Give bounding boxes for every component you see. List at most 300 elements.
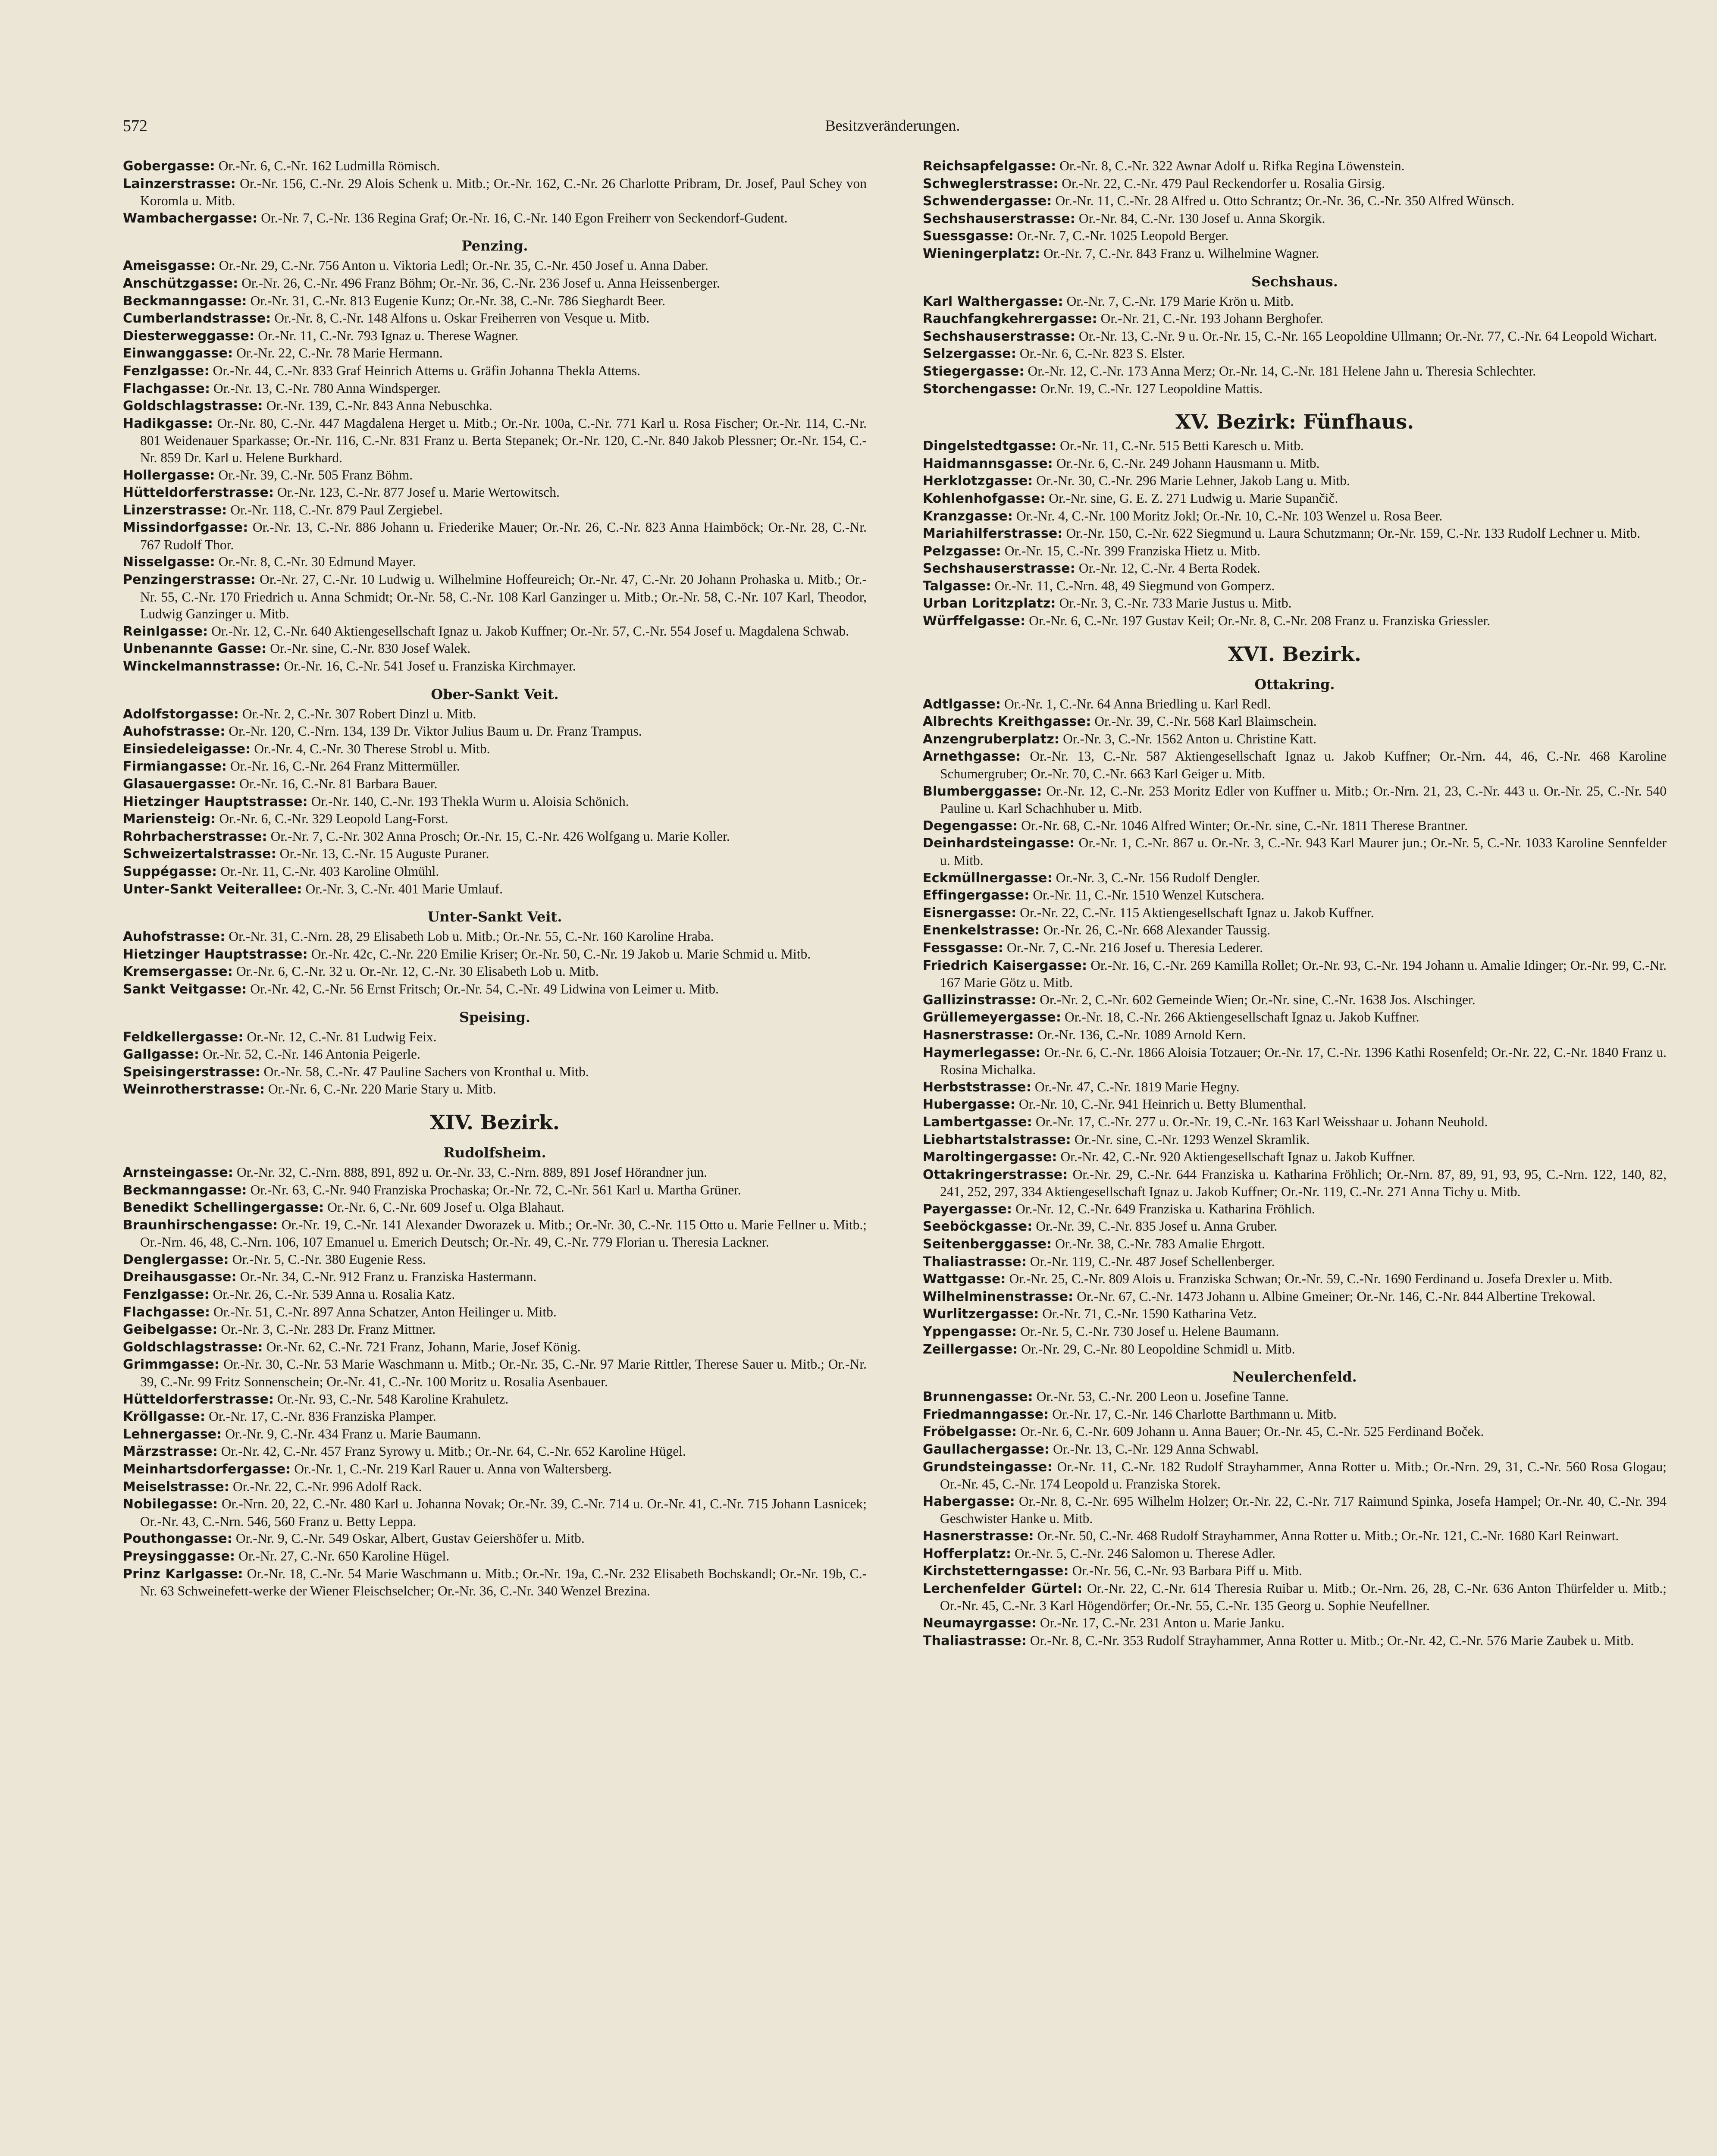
street-name: Sankt Veitgasse: bbox=[123, 981, 247, 997]
directory-entry bbox=[123, 1460, 867, 1478]
directory-entry bbox=[123, 1391, 867, 1408]
street-name: Thaliastrasse: bbox=[923, 1633, 1027, 1648]
entry-text: Or.-Nr. 7, C.-Nr. 216 Josef u. Theresia Lederer. bbox=[1003, 940, 1263, 955]
street-name: Auhofstrasse: bbox=[123, 929, 226, 945]
street-name: Meinhartsdorfergasse: bbox=[123, 1462, 291, 1477]
entry-text: Or.-Nr. 118, C.-Nr. 879 Paul Zergiebel. bbox=[227, 502, 443, 517]
entry-text: Or.-Nr. 22, C.-Nr. 614 Theresia Ruibar u. Mitb.; Or.-Nrn. 26, 28, C.-Nr. 636 Anton Thürfelder u. Mitb.; Or.-Nr. 45, C.-Nr. 3 Karl Högendörfer; Or.-Nr. 55, C.-Nr. 135 Georg u. Sophie Neufellner. bbox=[940, 1580, 1667, 1614]
entry-text: Or.-Nr. 123, C.-Nr. 877 Josef u. Marie Wertowitsch. bbox=[274, 485, 560, 500]
entry-text: Or.-Nr. 18, C.-Nr. 54 Marie Waschmann u. Mitb.; Or.-Nr. 19a, C.-Nr. 232 Elisabeth Bochskandl; Or.-Nr. 19b, C.-Nr. 63 Schweinefett-werke der Wiener Fleischselcher; Or.-Nr. 36, C.-Nr. 340 Wenzel Brezina. bbox=[140, 1566, 867, 1599]
entry-text: Or.-Nr. 4, C.-Nr. 100 Moritz Jokl; Or.-Nr. 10, C.-Nr. 103 Wenzel u. Rosa Beer. bbox=[1013, 508, 1443, 523]
directory-entry bbox=[123, 553, 867, 571]
directory-entry bbox=[923, 1235, 1667, 1253]
street-name: Payergasse: bbox=[923, 1201, 1012, 1217]
entry-text: Or.-Nr. 3, C.-Nr. 733 Marie Justus u. Mitb. bbox=[1056, 595, 1292, 611]
directory-entry bbox=[123, 758, 867, 775]
street-name: Hütteldorferstrasse: bbox=[123, 1391, 274, 1407]
directory-entry bbox=[923, 192, 1667, 210]
street-name: Wilhelminenstrasse: bbox=[923, 1289, 1074, 1304]
entry-text: Or.-Nr. 10, C.-Nr. 941 Heinrich u. Betty Blumenthal. bbox=[1015, 1097, 1307, 1112]
directory-entry bbox=[923, 904, 1667, 922]
section-subheading: Ober-Sankt Veit. bbox=[431, 686, 559, 702]
directory-entry bbox=[123, 210, 867, 227]
street-name: Schweizertalstrasse: bbox=[123, 846, 276, 862]
street-name: Lambertgasse: bbox=[923, 1114, 1032, 1130]
entry-text: Or.-Nr. 5, C.-Nr. 730 Josef u. Helene Baumann. bbox=[1017, 1324, 1279, 1339]
directory-entry bbox=[923, 328, 1667, 345]
entry-text: Or.-Nr. 31, C.-Nrn. 28, 29 Elisabeth Lob u. Mitb.; Or.-Nr. 55, C.-Nr. 160 Karoline Hraba. bbox=[225, 929, 714, 944]
entry-text: Or.-Nr. 39, C.-Nr. 505 Franz Böhm. bbox=[215, 467, 413, 483]
entry-text: Or.-Nr. 17, C.-Nr. 277 u. Or.-Nr. 19, C.-Nr. 163 Karl Weisshaar u. Johann Neuhold. bbox=[1032, 1114, 1488, 1129]
entry-text: Or.-Nr. 8, C.-Nr. 148 Alfons u. Oskar Freiherren von Vesque u. Mitb. bbox=[271, 310, 650, 326]
directory-entry bbox=[123, 345, 867, 362]
directory-entry bbox=[123, 863, 867, 881]
directory-entry bbox=[923, 245, 1667, 263]
directory-entry bbox=[123, 658, 867, 675]
entry-text: Or.-Nr. 25, C.-Nr. 809 Alois u. Franziska Schwan; Or.-Nr. 59, C.-Nr. 1690 Ferdinand u. Josefa Drexler u. Mitb. bbox=[1006, 1271, 1613, 1287]
street-name: Linzerstrasse: bbox=[123, 502, 227, 518]
directory-entry bbox=[923, 1026, 1667, 1044]
street-name: Haymerlegasse: bbox=[923, 1045, 1041, 1060]
entry-text: Or.-Nr. 26, C.-Nr. 496 Franz Böhm; Or.-Nr. 36, C.-Nr. 236 Josef u. Anna Heissenberger. bbox=[238, 275, 720, 291]
directory-entry bbox=[123, 397, 867, 415]
entry-text: Or.-Nr. 11, C.-Nr. 793 Ignaz u. Therese Wagner. bbox=[254, 328, 519, 343]
street-name: Blumberggasse: bbox=[923, 783, 1042, 799]
entry-text: Or.-Nr. 13, C.-Nr. 886 Johann u. Friederike Mauer; Or.-Nr. 26, C.-Nr. 823 Anna Haimböck; Or.-Nr. 28, C.-Nr. 767 Rudolf Thor. bbox=[140, 520, 867, 552]
street-name: Kirchstetterngasse: bbox=[923, 1564, 1069, 1579]
street-name: Meiselstrasse: bbox=[123, 1479, 230, 1495]
entry-text: Or.-Nr. 12, C.-Nr. 649 Franziska u. Katharina Fröhlich. bbox=[1012, 1201, 1315, 1216]
directory-entry bbox=[123, 1063, 867, 1081]
section-subheading: Sechshaus. bbox=[1251, 273, 1338, 290]
entry-text: Or.-Nr. 26, C.-Nr. 668 Alexander Taussig. bbox=[1040, 922, 1271, 938]
street-name: Dreihausgasse: bbox=[123, 1269, 237, 1285]
street-name: Hietzinger Hauptstrasse: bbox=[123, 794, 308, 809]
directory-entry bbox=[923, 293, 1667, 310]
directory-entry bbox=[123, 519, 867, 553]
entry-text: Or.-Nr. 11, C.-Nr. 1510 Wenzel Kutschera. bbox=[1029, 887, 1265, 903]
entry-text: Or.-Nr. 3, C.-Nr. 156 Rudolf Dengler. bbox=[1052, 870, 1260, 885]
directory-entry bbox=[923, 1632, 1667, 1650]
page-header bbox=[123, 116, 1662, 142]
entry-text: Or.-Nr. 6, C.-Nr. 162 Ludmilla Römisch. bbox=[215, 158, 440, 173]
directory-entry bbox=[123, 828, 867, 846]
street-name: Kranzgasse: bbox=[923, 508, 1013, 524]
street-name: Hietzinger Hauptstrasse: bbox=[123, 946, 308, 962]
left-column bbox=[123, 157, 867, 2156]
directory-entry bbox=[923, 921, 1667, 939]
entry-text: Or.-Nr. 52, C.-Nr. 146 Antonia Peigerle. bbox=[199, 1047, 420, 1062]
street-name: Flachgasse: bbox=[123, 381, 210, 396]
entry-text: Or.-Nr. 6, C.-Nr. 329 Leopold Lang-Forst. bbox=[216, 811, 448, 827]
entry-text: Or.-Nr. 42, C.-Nr. 56 Ernst Fritsch; Or.-Nr. 54, C.-Nr. 49 Lidwina von Leimer u. Mitb. bbox=[247, 981, 719, 997]
directory-entry bbox=[123, 175, 867, 210]
directory-entry bbox=[123, 705, 867, 723]
entry-text: Or.-Nr. 11, C.-Nr. 28 Alfred u. Otto Schrantz; Or.-Nr. 36, C.-Nr. 350 Alfred Wünsch. bbox=[1052, 193, 1515, 209]
entry-text: Or.-Nr. 42, C.-Nr. 457 Franz Syrowy u. Mitb.; Or.-Nr. 64, C.-Nr. 652 Karoline Hügel. bbox=[218, 1444, 686, 1459]
directory-entry bbox=[923, 577, 1667, 595]
entry-text: Or.-Nr. 7, C.-Nr. 136 Regina Graf; Or.-Nr. 16, C.-Nr. 140 Egon Freiherr von Seckendorf-Gudent. bbox=[257, 210, 788, 226]
street-name: Fenzlgasse: bbox=[123, 1287, 210, 1303]
entry-text: Or.-Nr. 12, C.-Nr. 4 Berta Rodek. bbox=[1075, 561, 1260, 576]
directory-entry bbox=[923, 1441, 1667, 1458]
entry-text: Or.-Nr. 53, C.-Nr. 200 Leon u. Josefine Tanne. bbox=[1033, 1389, 1289, 1404]
directory-entry bbox=[923, 1406, 1667, 1423]
street-name: Storchengasse: bbox=[923, 381, 1037, 397]
directory-entry bbox=[123, 1408, 867, 1426]
entry-text: Or.-Nr. 15, C.-Nr. 399 Franziska Hietz u. Mitb. bbox=[1001, 543, 1260, 558]
entry-text: Or.-Nr. 8, C.-Nr. 30 Edmund Mayer. bbox=[215, 554, 416, 570]
directory-entry bbox=[923, 783, 1667, 817]
directory-entry bbox=[923, 1493, 1667, 1527]
street-name: Fröbelgasse: bbox=[923, 1424, 1017, 1440]
street-name: Glasauergasse: bbox=[123, 777, 236, 792]
entry-text: Or.-Nr. 30, C.-Nr. 53 Marie Waschmann u. Mitb.; Or.-Nr. 35, C.-Nr. 97 Marie Rittler, Therese Sauer u. Mitb.; Or.-Nr. 39, C.-Nr. 99 Fritz Sonnenschein; Or.-Nr. 41, C.-Nr. 100 Moritz u. Rosalia Asenbauer. bbox=[140, 1357, 867, 1390]
directory-entry bbox=[123, 881, 867, 898]
directory-entry bbox=[923, 310, 1667, 328]
entry-text: Or.-Nr. 11, C.-Nr. 403 Karoline Olmühl. bbox=[217, 863, 439, 879]
street-name: Nisselgasse: bbox=[123, 555, 215, 570]
entry-text: Or.-Nr. 4, C.-Nr. 30 Therese Strobl u. Mitb. bbox=[251, 741, 490, 756]
right-column bbox=[923, 157, 1667, 2156]
directory-entry bbox=[123, 1304, 867, 1321]
directory-entry bbox=[123, 793, 867, 811]
street-name: Enenkelstrasse: bbox=[923, 923, 1040, 938]
entry-text: Or.-Nr. 30, C.-Nr. 296 Marie Lehner, Jakob Lang u. Mitb. bbox=[1033, 473, 1350, 489]
entry-text: Or.-Nr. 19, C.-Nr. 141 Alexander Dworazek u. Mitb.; Or.-Nr. 30, C.-Nr. 115 Otto u. Marie Fellner u. Mitb.; Or.-Nrn. 46, 48, C.-Nrn. 106, 107 Emanuel u. Emerich Deutsch; Or.-Nr. 49, C.-Nr. 779 Florian u. Theresia Lackner. bbox=[140, 1217, 867, 1250]
street-name: Hubergasse: bbox=[923, 1097, 1016, 1112]
street-name: Herklotzgasse: bbox=[923, 473, 1033, 489]
directory-entry bbox=[923, 595, 1667, 612]
street-name: Feldkellergasse: bbox=[123, 1029, 244, 1045]
street-name: Talgasse: bbox=[923, 578, 991, 594]
entry-text: Or.-Nr. 32, C.-Nrn. 888, 891, 892 u. Or.-Nr. 33, C.-Nrn. 889, 891 Josef Hörandner jun. bbox=[233, 1164, 708, 1180]
directory-entry bbox=[123, 1286, 867, 1304]
directory-entry bbox=[923, 455, 1667, 473]
directory-entry bbox=[923, 1388, 1667, 1406]
directory-entry bbox=[923, 1614, 1667, 1632]
street-name: Sechshauserstrasse: bbox=[923, 329, 1076, 344]
directory-entry bbox=[123, 1338, 867, 1356]
directory-entry bbox=[123, 275, 867, 292]
entry-text: Or.-Nr. 5, C.-Nr. 246 Salomon u. Therese Adler. bbox=[1011, 1545, 1275, 1561]
street-name: Benedikt Schellingergasse: bbox=[123, 1200, 324, 1216]
entry-text: Or.-Nr. 31, C.-Nr. 813 Eugenie Kunz; Or.-Nr. 38, C.-Nr. 786 Sieghardt Beer. bbox=[247, 293, 665, 308]
street-name: Flachgasse: bbox=[123, 1304, 210, 1320]
street-name: Märzstrasse: bbox=[123, 1444, 218, 1460]
street-name: Hasnerstrasse: bbox=[923, 1528, 1034, 1544]
directory-entry bbox=[923, 472, 1667, 490]
directory-entry bbox=[123, 467, 867, 484]
entry-text: Or.-Nr. 1, C.-Nr. 219 Karl Rauer u. Anna von Waltersberg. bbox=[291, 1461, 612, 1476]
directory-entry bbox=[923, 1545, 1667, 1563]
entry-text: Or.-Nr. 93, C.-Nr. 548 Karoline Krahuletz. bbox=[274, 1391, 509, 1407]
directory-entry bbox=[123, 1181, 867, 1199]
directory-entry bbox=[923, 175, 1667, 193]
street-name: Kremsergasse: bbox=[123, 964, 233, 980]
street-name: Auhofstrasse: bbox=[123, 724, 226, 740]
street-name: Pelzgasse: bbox=[923, 543, 1001, 559]
directory-entry bbox=[923, 437, 1667, 455]
directory-entry bbox=[123, 775, 867, 793]
entry-text: Or.-Nr. 6, C.-Nr. 249 Johann Hausmann u. Mitb. bbox=[1053, 455, 1320, 471]
directory-entry bbox=[923, 542, 1667, 560]
entry-text: Or.-Nr. 27, C.-Nr. 650 Karoline Hügel. bbox=[235, 1548, 450, 1564]
entry-text: Or.-Nr. 1, C.-Nr. 867 u. Or.-Nr. 3, C.-Nr. 943 Karl Maurer jun.; Or.-Nr. 5, C.-Nr. 1033 Karoline Sennfelder u. Mitb. bbox=[940, 835, 1667, 868]
entry-text: Or.-Nr. 7, C.-Nr. 843 Franz u. Wilhelmine Wagner. bbox=[1040, 245, 1319, 261]
street-name: Schwendergasse: bbox=[923, 194, 1052, 209]
directory-entry bbox=[123, 1565, 867, 1600]
street-name: Ameisgasse: bbox=[123, 258, 216, 274]
street-name: Seeböckgasse: bbox=[923, 1219, 1033, 1235]
street-name: Degengasse: bbox=[923, 818, 1018, 834]
entry-text: Or.-Nr. 84, C.-Nr. 130 Josef u. Anna Skorgik. bbox=[1075, 210, 1325, 226]
entry-text: Or.-Nr. sine, G. E. Z. 271 Ludwig u. Marie Supančič. bbox=[1045, 490, 1338, 506]
directory-entry bbox=[923, 1096, 1667, 1113]
district-heading: XV. Bezirk: Fünfhaus. bbox=[1175, 410, 1414, 434]
entry-text: Or.-Nr. 12, C.-Nr. 253 Moritz Edler von Kuffner u. Mitb.; Or.-Nrn. 21, 23, C.-Nr. 443 u. Or.-Nr. 25, C.-Nr. 540 Pauline u. Karl Schachhuber u. Mitb. bbox=[940, 783, 1667, 816]
street-name: Diesterweggasse: bbox=[123, 328, 255, 344]
entry-text: Or.-Nr. 9, C.-Nr. 434 Franz u. Marie Baumann. bbox=[222, 1426, 481, 1442]
street-name: Fessgasse: bbox=[923, 940, 1004, 956]
entry-text: Or.-Nr. 3, C.-Nr. 1562 Anton u. Christine Katt. bbox=[1059, 731, 1317, 746]
street-name: Brunnengasse: bbox=[923, 1389, 1033, 1405]
street-name: Selzergasse: bbox=[923, 346, 1017, 362]
entry-text: Or.-Nr. 38, C.-Nr. 783 Amalie Ehrgott. bbox=[1052, 1236, 1265, 1252]
street-name: Anzengruberplatz: bbox=[923, 731, 1060, 747]
section-subheading: Ottakring. bbox=[1254, 676, 1335, 693]
entry-text: Or.-Nr. 7, C.-Nr. 302 Anna Prosch; Or.-Nr. 15, C.-Nr. 426 Wolfgang u. Marie Koller. bbox=[267, 828, 730, 844]
entry-text: Or.-Nr. 17, C.-Nr. 231 Anton u. Marie Janku. bbox=[1037, 1615, 1285, 1630]
directory-entry bbox=[923, 1044, 1667, 1078]
entry-text: Or.-Nr. 22, C.-Nr. 479 Paul Reckendorfer u. Rosalia Girsig. bbox=[1058, 175, 1385, 191]
street-name: Zeillergasse: bbox=[923, 1341, 1018, 1357]
directory-entry bbox=[923, 1218, 1667, 1235]
entry-text: Or.-Nr. 9, C.-Nr. 549 Oskar, Albert, Gustav Geiershöfer u. Mitb. bbox=[232, 1531, 585, 1546]
entry-text: Or.-Nr. 22, C.-Nr. 115 Aktiengesellschaft Ignaz u. Jakob Kuffner. bbox=[1016, 905, 1374, 920]
street-name: Friedmanngasse: bbox=[923, 1407, 1049, 1422]
street-name: Reinlgasse: bbox=[123, 624, 208, 639]
directory-entry bbox=[123, 310, 867, 327]
section-subheading: Speising. bbox=[459, 1009, 530, 1025]
entry-text: Or.-Nr. 58, C.-Nr. 47 Pauline Sachers von Kronthal u. Mitb. bbox=[260, 1064, 589, 1079]
street-name: Effingergasse: bbox=[923, 888, 1030, 903]
entry-text: Or.-Nrn. 20, 22, C.-Nr. 480 Karl u. Johanna Novak; Or.-Nr. 39, C.-Nr. 714 u. Or.-Nr. 41, C.-Nr. 715 Johann Lasnicek; Or.-Nr. 43, C.-Nrn. 546, 560 Franz u. Betty Leppa. bbox=[140, 1496, 867, 1529]
directory-entry bbox=[923, 939, 1667, 957]
directory-entry bbox=[123, 380, 867, 398]
directory-entry bbox=[923, 730, 1667, 748]
directory-entry bbox=[923, 713, 1667, 730]
district-heading: XVI. Bezirk. bbox=[1228, 642, 1361, 666]
directory-entry bbox=[923, 363, 1667, 380]
directory-entry bbox=[123, 928, 867, 946]
street-name: Hasnerstrasse: bbox=[923, 1027, 1034, 1043]
entry-text: Or.-Nr. 16, C.-Nr. 269 Kamilla Rollet; Or.-Nr. 93, C.-Nr. 194 Johann u. Amalie Idinger; Or.-Nr. 99, C.-Nr. 167 Marie Götz u. Mitb. bbox=[940, 957, 1667, 990]
street-name: Cumberlandstrasse: bbox=[123, 311, 271, 326]
street-name: Karl Walthergasse: bbox=[923, 294, 1063, 309]
directory-entry bbox=[123, 157, 867, 175]
entry-text: Or.-Nr. 39, C.-Nr. 568 Karl Blaimschein. bbox=[1091, 714, 1317, 729]
directory-entry bbox=[123, 1321, 867, 1338]
directory-entry bbox=[923, 380, 1667, 398]
street-name: Wieningerplatz: bbox=[923, 246, 1040, 261]
directory-entry bbox=[123, 1216, 867, 1251]
street-name: Weinrotherstrasse: bbox=[123, 1082, 265, 1097]
street-name: Lerchenfelder Gürtel: bbox=[923, 1581, 1083, 1596]
entry-text: Or.-Nr. 6, C.-Nr. 220 Marie Stary u. Mitb. bbox=[265, 1081, 496, 1097]
section-subheading: Neulerchenfeld. bbox=[1232, 1369, 1357, 1385]
street-name: Mariensteig: bbox=[123, 812, 216, 827]
directory-entry bbox=[123, 1268, 867, 1286]
street-name: Mariahilferstrasse: bbox=[923, 526, 1063, 542]
street-name: Beckmanngasse: bbox=[123, 293, 247, 309]
directory-entry bbox=[923, 748, 1667, 782]
street-name: Nobilegasse: bbox=[123, 1497, 218, 1512]
entry-text: Or.-Nr. 13, C.-Nr. 780 Anna Windsperger. bbox=[210, 380, 441, 396]
entry-text: Or.-Nr. 136, C.-Nr. 1089 Arnold Kern. bbox=[1034, 1027, 1246, 1042]
page-number: 572 bbox=[123, 117, 147, 135]
street-name: Liebhartstalstrasse: bbox=[923, 1132, 1071, 1147]
directory-entry bbox=[923, 1288, 1667, 1306]
street-name: Haidmannsgasse: bbox=[923, 456, 1053, 471]
street-name: Stiegergasse: bbox=[923, 364, 1025, 379]
entry-text: Or.-Nr. 63, C.-Nr. 940 Franziska Prochaska; Or.-Nr. 72, C.-Nr. 561 Karl u. Martha Grüner. bbox=[247, 1182, 741, 1197]
street-name: Arnethgasse: bbox=[923, 749, 1021, 765]
directory-entry bbox=[123, 1548, 867, 1565]
district-heading: XIV. Bezirk. bbox=[430, 1110, 560, 1134]
directory-entry bbox=[923, 1458, 1667, 1493]
street-name: Lehnergasse: bbox=[123, 1426, 222, 1442]
entry-text: Or.-Nr. 50, C.-Nr. 468 Rudolf Strayhammer, Anna Rotter u. Mitb.; Or.-Nr. 121, C.-Nr. 1680 Karl Reinwart. bbox=[1034, 1528, 1619, 1543]
directory-entry bbox=[923, 817, 1667, 835]
entry-text: Or.-Nr. 8, C.-Nr. 322 Awnar Adolf u. Rifka Regina Löwenstein. bbox=[1056, 158, 1405, 173]
entry-text: Or.-Nr. 5, C.-Nr. 380 Eugenie Ress. bbox=[229, 1251, 426, 1267]
directory-entry bbox=[123, 1081, 867, 1098]
street-name: Sechshauserstrasse: bbox=[923, 211, 1076, 226]
entry-text: Or.-Nr. 8, C.-Nr. 695 Wilhelm Holzer; Or.-Nr. 22, C.-Nr. 717 Raimund Spinka, Josefa Hampel; Or.-Nr. 40, C.-Nr. 394 Geschwister Hanke u. Mitb. bbox=[940, 1493, 1667, 1526]
street-name: Urban Loritzplatz: bbox=[923, 596, 1056, 611]
directory-entry bbox=[123, 1028, 867, 1046]
entry-text: Or.-Nr. 13, C.-Nr. 15 Auguste Puraner. bbox=[276, 846, 489, 862]
section-subheading: Penzing. bbox=[461, 238, 528, 254]
entry-text: Or.-Nr. 42c, C.-Nr. 220 Emilie Kriser; Or.-Nr. 50, C.-Nr. 19 Jakob u. Marie Schmid u. Mitb. bbox=[307, 946, 811, 962]
street-name: Würffelgasse: bbox=[923, 614, 1026, 629]
directory-entry bbox=[923, 345, 1667, 363]
directory-entry bbox=[923, 1580, 1667, 1614]
directory-entry bbox=[123, 362, 867, 380]
entry-text: Or.-Nr. 67, C.-Nr. 1473 Johann u. Albine Gmeiner; Or.-Nr. 146, C.-Nr. 844 Albertine Trekowal. bbox=[1073, 1288, 1596, 1304]
directory-entry bbox=[923, 1009, 1667, 1026]
entry-text: Or.-Nr. 11, C.-Nr. 182 Rudolf Strayhammer, Anna Rotter u. Mitb.; Or.-Nrn. 29, 31, C.-Nr. 560 Rosa Glogau; Or.-Nr. 45, C.-Nr. 174 Leopold u. Franziska Storek. bbox=[940, 1459, 1667, 1492]
street-name: Adtlgasse: bbox=[923, 696, 1001, 712]
directory-entry bbox=[923, 1270, 1667, 1288]
entry-text: Or.-Nr. 42, C.-Nr. 920 Aktiengesellschaft Ignaz u. Jakob Kuffner. bbox=[1057, 1149, 1416, 1165]
directory-entry bbox=[123, 257, 867, 275]
entry-text: Or.-Nr. 71, C.-Nr. 1590 Katharina Vetz. bbox=[1039, 1306, 1257, 1322]
directory-entry bbox=[123, 1426, 867, 1443]
directory-entry bbox=[123, 1251, 867, 1269]
entry-text: Or.-Nr. 139, C.-Nr. 843 Anna Nebuschka. bbox=[263, 398, 492, 414]
directory-entry bbox=[923, 887, 1667, 904]
street-name: Goldschlagstrasse: bbox=[123, 398, 263, 414]
entry-text: Or.-Nr. 68, C.-Nr. 1046 Alfred Winter; Or.-Nr. sine, C.-Nr. 1811 Therese Brantner. bbox=[1018, 818, 1468, 833]
directory-entry bbox=[923, 560, 1667, 577]
street-name: Denglergasse: bbox=[123, 1252, 229, 1267]
street-name: Rauchfangkehrergasse: bbox=[923, 311, 1097, 327]
entry-text: Or.-Nr. 140, C.-Nr. 193 Thekla Wurm u. Aloisia Schönich. bbox=[307, 793, 629, 809]
entry-text: Or.-Nr. 2, C.-Nr. 307 Robert Dinzl u. Mitb. bbox=[239, 706, 476, 721]
street-name: Habergasse: bbox=[923, 1494, 1015, 1509]
street-name: Seitenberggasse: bbox=[923, 1237, 1052, 1252]
directory-entry bbox=[923, 612, 1667, 630]
entry-text: Or.-Nr. 8, C.-Nr. 353 Rudolf Strayhammer, Anna Rotter u. Mitb.; Or.-Nr. 42, C.-Nr. 576 Marie Zaubek u. Mitb. bbox=[1026, 1633, 1634, 1648]
directory-entry bbox=[123, 1164, 867, 1181]
street-name: Unter-Sankt Veiterallee: bbox=[123, 881, 302, 897]
directory-entry bbox=[923, 1166, 1667, 1200]
entry-text: Or.-Nr. 13, C.-Nr. 129 Anna Schwabl. bbox=[1050, 1442, 1259, 1457]
street-name: Speisingerstrasse: bbox=[123, 1064, 260, 1080]
entry-text: Or.-Nr. 1, C.-Nr. 64 Anna Briedling u. Karl Redl. bbox=[1001, 696, 1271, 711]
entry-text: Or.-Nr. 119, C.-Nr. 487 Josef Schellenberger. bbox=[1026, 1253, 1275, 1269]
entry-text: Or.-Nr. 6, C.-Nr. 609 Josef u. Olga Blahaut. bbox=[324, 1200, 564, 1215]
street-name: Gobergasse: bbox=[123, 159, 215, 174]
directory-entry bbox=[923, 1200, 1667, 1218]
entry-text: Or.-Nr. 6, C.-Nr. 1866 Aloisia Totzauer; Or.-Nr. 17, C.-Nr. 1396 Kathi Rosenfeld; Or.-Nr. 22, C.-Nr. 1840 Franz u. Rosina Michalka. bbox=[940, 1044, 1667, 1078]
street-name: Wurlitzergasse: bbox=[923, 1307, 1039, 1322]
directory-entry bbox=[923, 490, 1667, 508]
street-name: Sechshauserstrasse: bbox=[923, 561, 1076, 577]
directory-entry bbox=[123, 981, 867, 998]
directory-entry bbox=[123, 1443, 867, 1460]
entry-text: Or.-Nr. 13, C.-Nr. 587 Aktiengesellschaft Ignaz u. Jakob Kuffner; Or.-Nrn. 44, 46, C.-Nr. 468 Karoline Schumergruber; Or.-Nr. 70, C.-Nr. 663 Karl Geiger u. Mitb. bbox=[940, 749, 1667, 782]
street-name: Thaliastrasse: bbox=[923, 1254, 1027, 1269]
entry-text: Or.-Nr. 26, C.-Nr. 539 Anna u. Rosalia Katz. bbox=[209, 1287, 455, 1302]
street-name: Arnsteingasse: bbox=[123, 1165, 234, 1180]
entry-text: Or.-Nr. 22, C.-Nr. 996 Adolf Rack. bbox=[229, 1479, 422, 1494]
entry-text: Or.-Nr. 11, C.-Nrn. 48, 49 Siegmund von Gomperz. bbox=[991, 578, 1275, 593]
directory-entry bbox=[123, 1478, 867, 1496]
directory-entry bbox=[123, 484, 867, 501]
street-name: Hadikgasse: bbox=[123, 416, 213, 431]
street-name: Lainzerstrasse: bbox=[123, 176, 236, 191]
entry-text: Or.-Nr. 11, C.-Nr. 515 Betti Karesch u. Mitb. bbox=[1056, 438, 1304, 454]
entry-text: Or.-Nr. 62, C.-Nr. 721 Franz, Johann, Marie, Josef König. bbox=[263, 1339, 581, 1354]
directory-entry bbox=[923, 210, 1667, 228]
directory-entry bbox=[923, 1078, 1667, 1096]
entry-text: Or.-Nr. 12, C.-Nr. 173 Anna Merz; Or.-Nr. 14, C.-Nr. 181 Helene Jahn u. Theresia Schlechter. bbox=[1024, 363, 1536, 379]
directory-entry bbox=[923, 1113, 1667, 1131]
street-name: Eisnergasse: bbox=[923, 905, 1017, 921]
street-name: Suppégasse: bbox=[123, 864, 217, 879]
entry-text: Or.-Nr. 29, C.-Nr. 756 Anton u. Viktoria Ledl; Or.-Nr. 35, C.-Nr. 450 Josef u. Anna Daber. bbox=[215, 258, 708, 273]
entry-text: Or.-Nr. 29, C.-Nr. 644 Franziska u. Katharina Fröhlich; Or.-Nrn. 87, 89, 91, 93, 95, C.-Nrn. 122, 140, 82, 241, 252, 297, 334 Aktiengesellschaft Ignaz u. Jakob Kuffner; Or.-Nr. 119, C.-Nr. 271 Anna Tichy u. Mitb. bbox=[940, 1166, 1667, 1200]
directory-entry bbox=[123, 946, 867, 963]
street-name: Grimmgasse: bbox=[123, 1357, 220, 1373]
street-name: Braunhirschengasse: bbox=[123, 1217, 278, 1233]
entry-text: Or.-Nr. 3, C.-Nr. 283 Dr. Franz Mittner. bbox=[217, 1322, 436, 1337]
directory-entry bbox=[923, 991, 1667, 1009]
entry-text: Or.Nr. 19, C.-Nr. 127 Leopoldine Mattis. bbox=[1037, 381, 1263, 396]
entry-text: Or.-Nr. 27, C.-Nr. 10 Ludwig u. Wilhelmine Hoffeureich; Or.-Nr. 47, C.-Nr. 20 Johann Prohaska u. Mitb.; Or.-Nr. 55, C.-Nr. 170 Friedrich u. Anna Schmidt; Or.-Nr. 58, C.-Nr. 108 Karl Ganzinger u. Mitb.; Or.-Nr. 58, C.-Nr. 107 Karl, Theodor, Ludwig Ganzinger u. Mitb. bbox=[140, 572, 867, 622]
section-subheading: Unter-Sankt Veit. bbox=[427, 909, 562, 925]
directory-entry bbox=[923, 157, 1667, 175]
entry-text: Or.-Nr. 12, C.-Nr. 81 Ludwig Feix. bbox=[243, 1029, 437, 1044]
street-name: Eckmüllnergasse: bbox=[923, 870, 1053, 886]
street-name: Friedrich Kaisergasse: bbox=[923, 958, 1087, 973]
street-name: Goldschlagstrasse: bbox=[123, 1339, 263, 1355]
street-name: Einwanggasse: bbox=[123, 346, 233, 361]
entry-text: Or.-Nr. 80, C.-Nr. 447 Magdalena Herget u. Mitb.; Or.-Nr. 100a, C.-Nr. 771 Karl u. Rosa Fischer; Or.-Nr. 114, C.-Nr. 801 Weidenauer Sparkasse; Or.-Nr. 116, C.-Nr. 831 Franz u. Berta Stepanek; Or.-Nr. 120, C.-Nr. 840 Jakob Plessner; Or.-Nr. 154, C.-Nr. 859 Dr. Karl u. Helene Burkhard. bbox=[140, 415, 867, 465]
